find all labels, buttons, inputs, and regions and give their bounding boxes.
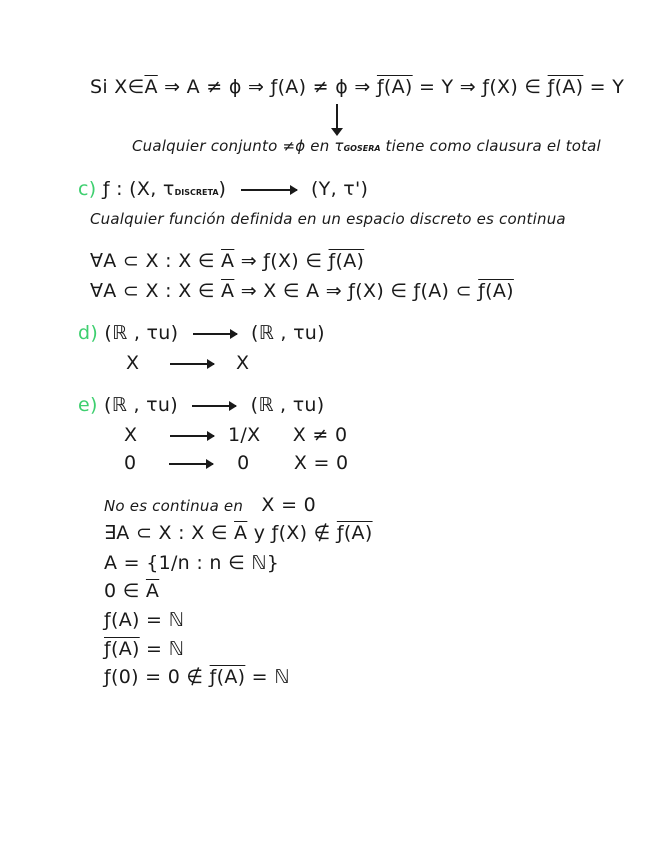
forall-line-2 (90, 280, 514, 302)
proof-exists-closure-fa: ƒ(A) (336, 522, 373, 544)
section-c-domain: ƒ : (X, τ (102, 178, 175, 200)
section-e-row-2-condition: X = 0 (293, 452, 349, 474)
note-1-part-b: tiene como clausura el total (380, 137, 601, 155)
line-1-part-e: = Y ⇒ ƒ(X) ∈ (412, 76, 548, 98)
forall-1-part-c: ⇒ ƒ(X) ∈ (234, 250, 329, 272)
down-arrow-icon (336, 104, 338, 130)
proof-closure-fa: ƒ(A) (104, 638, 140, 660)
map-arrow-icon (170, 435, 214, 437)
note-1-part-a: Cualquier conjunto ≠ϕ en τ (132, 137, 344, 155)
proof-title-text: No es continua en (104, 497, 244, 515)
line-1-part-a: Si X∈ (90, 76, 145, 98)
map-arrow-icon (170, 363, 214, 365)
section-e-codomain: (ℝ , τu) (250, 394, 325, 416)
proof-title (104, 494, 316, 516)
section-d-domain: (ℝ , τu) (104, 322, 179, 344)
section-c-subscript: DISCRETA (174, 188, 219, 197)
proof-closure-fa-value: = ℕ (139, 638, 185, 660)
section-e-row-1-right: 1/X (228, 424, 261, 446)
proof-exists-closure-a: $\overline{A}$ (234, 522, 248, 544)
section-label-e: e) (78, 394, 98, 416)
proof-f-zero-part-c: = ℕ (245, 666, 290, 688)
proof-zero-part-a: 0 ∈ (104, 580, 146, 602)
line-1 (90, 76, 624, 98)
line-1-part-c: ⇒ A ≠ ϕ ⇒ ƒ(A) ≠ ϕ ⇒ (157, 76, 377, 98)
proof-exists-part-a: ∃A ⊂ X : X ∈ (104, 522, 235, 544)
section-d-codomain: (ℝ , τu) (250, 322, 325, 344)
forall-2-closure-fa: ƒ(A) (478, 280, 514, 302)
forall-line-1 (90, 250, 364, 272)
proof-title-point: X = 0 (261, 494, 317, 516)
forall-1-closure-a: $\overline{A}$ (221, 250, 235, 272)
line-1-part-g: = Y (583, 76, 625, 98)
section-e-row-2 (124, 452, 348, 474)
map-arrow-icon (192, 405, 236, 407)
proof-set-a: A = {1/n : n ∈ ℕ} (104, 552, 280, 574)
note-1-subscript: GOSERA (343, 144, 381, 153)
proof-exists (104, 522, 373, 544)
section-c-codomain: (Y, τ') (310, 178, 369, 200)
proof-f-a: ƒ(A) = ℕ (104, 609, 185, 631)
section-c-close: ) (218, 178, 227, 200)
section-d-map-left: X (126, 352, 140, 374)
forall-2-part-a: ∀A ⊂ X : X ∈ (90, 280, 222, 302)
proof-exists-part-c: y ƒ(X) ∉ (247, 522, 337, 544)
note-2: Cualquier función definida en un espacio discreto es continua (90, 210, 566, 228)
section-e-row-2-left: 0 (124, 452, 137, 474)
forall-1-closure-fa: ƒ(A) (328, 250, 365, 272)
section-c-header (78, 178, 368, 200)
section-label-c: c) (78, 178, 97, 200)
proof-f-zero-part-a: ƒ(0) = 0 ∉ (104, 666, 210, 688)
proof-zero (104, 580, 159, 602)
proof-f-zero (104, 666, 290, 688)
section-e-row-1-left: X (124, 424, 138, 446)
section-e-row-1 (124, 424, 347, 446)
map-arrow-icon (169, 463, 213, 465)
closure-fa-2: ƒ(A) (547, 76, 584, 98)
closure-fa: ƒ(A) (376, 76, 413, 98)
map-arrow-icon (193, 333, 237, 335)
proof-zero-closure-a: $\overline{A}$ (145, 580, 160, 602)
section-label-d: d) (78, 322, 99, 344)
forall-2-closure-a: $\overline{A}$ (221, 280, 235, 302)
forall-2-part-c: ⇒ X ∈ A ⇒ ƒ(X) ∈ ƒ(A) ⊂ (234, 280, 479, 302)
section-d-header (78, 322, 325, 344)
map-arrow-icon (241, 189, 297, 191)
proof-f-zero-closure: ƒ(A) (209, 666, 246, 688)
section-e-row-2-right: 0 (237, 452, 250, 474)
section-d-map (126, 352, 249, 374)
proof-f-a-closure (104, 638, 184, 660)
closure-a: $\overline{A}$ (144, 76, 158, 98)
section-d-map-right: X (236, 352, 250, 374)
section-e-row-1-condition: X ≠ 0 (292, 424, 348, 446)
section-e-domain: (ℝ , τu) (104, 394, 178, 416)
note-1 (132, 137, 601, 155)
forall-1-part-a: ∀A ⊂ X : X ∈ (90, 250, 222, 272)
section-e-header (78, 394, 324, 416)
